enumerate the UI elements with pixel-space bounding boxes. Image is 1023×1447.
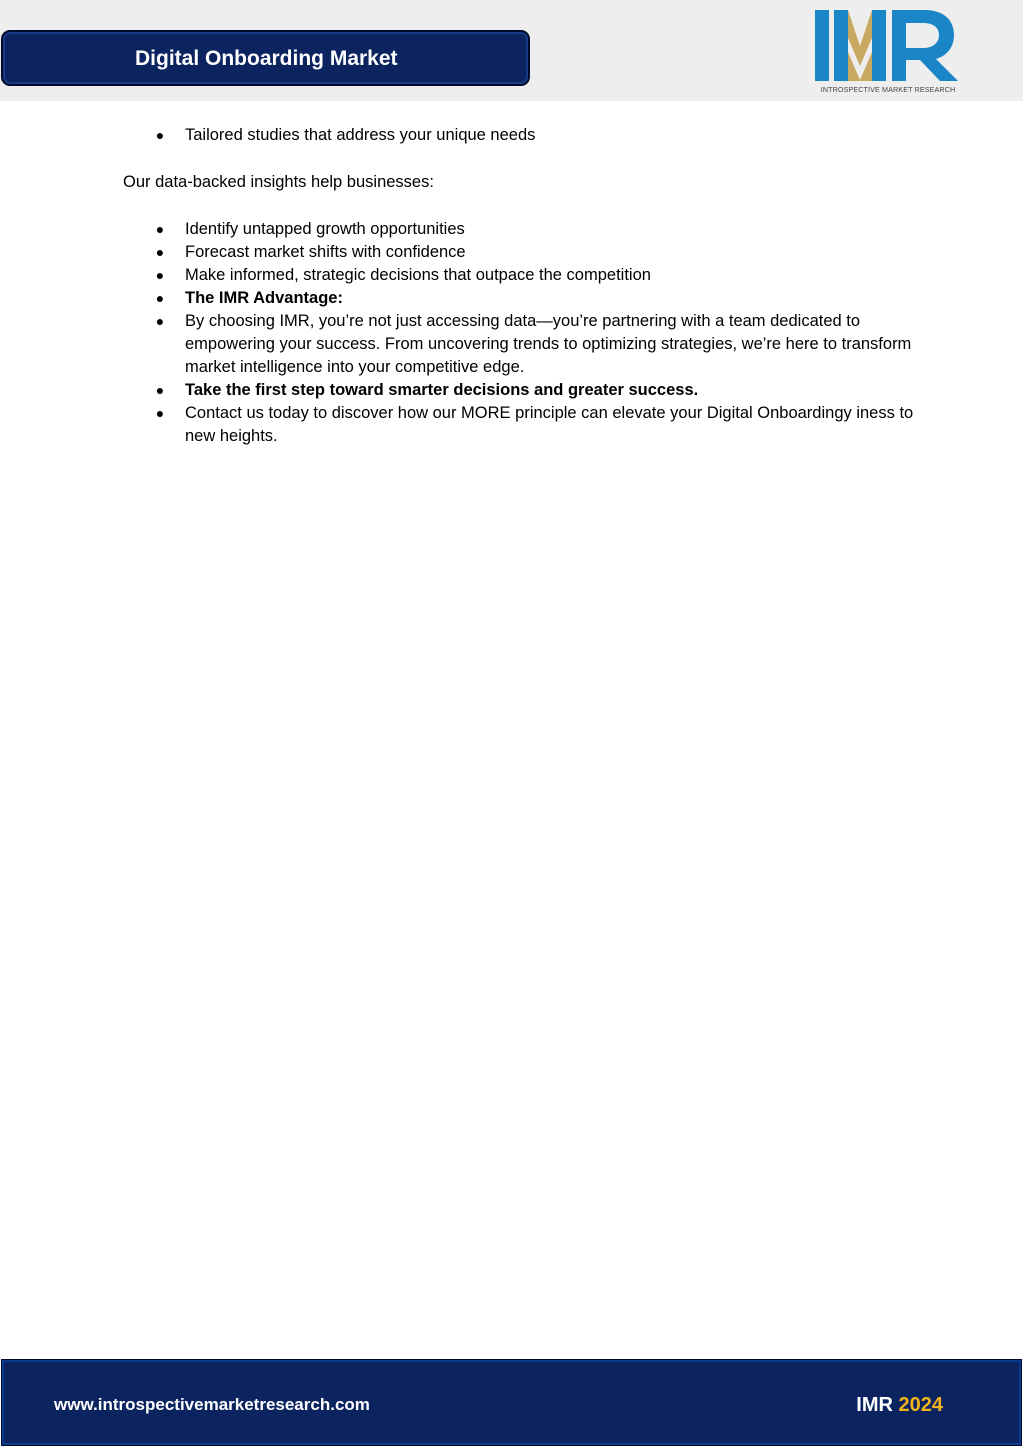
list-item [0, 218, 915, 241]
list-item-text: By choosing IMR, you’re not just accessing data—you’re partnering with a team dedicated to empowering your success. From uncovering trends to optimizing strategies, we’re here to transform market intelligence into your competitive edge. [185, 312, 912, 376]
list-item [0, 287, 915, 310]
list-item [0, 264, 915, 287]
list-item [0, 310, 915, 379]
list-item-text: Identify untapped growth opportunities [185, 220, 465, 238]
list-item-text: Tailored studies that address your unique needs [185, 126, 536, 144]
list-item-text: Make informed, strategic decisions that outpace the competition [185, 266, 651, 284]
bullet-icon: ● [155, 221, 165, 237]
title-banner [1, 30, 530, 86]
imr-logo [812, 8, 962, 96]
list-item-text: Contact us today to discover how our MORE principle can elevate your Digital Onboardingy iness to new heights. [185, 404, 914, 445]
intro-paragraph: Our data-backed insights help businesses: [123, 173, 434, 191]
top-bullet-list [0, 124, 915, 147]
bullet-icon: ● [155, 405, 165, 421]
footer-bar [2, 1360, 1021, 1445]
list-item-text: Take the first step toward smarter decisions and greater success. [185, 381, 699, 399]
list-item [0, 241, 915, 264]
footer-brand [856, 1393, 943, 1417]
bullet-icon: ● [155, 382, 165, 398]
bullet-icon: ● [155, 313, 165, 329]
bullet-icon: ● [155, 127, 165, 143]
imr-logo-icon [812, 8, 962, 88]
list-item [0, 124, 915, 147]
main-bullet-list [0, 218, 915, 448]
list-item [0, 402, 915, 448]
list-item-text: Forecast market shifts with confidence [185, 243, 466, 261]
footer-brand-name: IMR [856, 1394, 893, 1416]
page-title: Digital Onboarding Market [135, 47, 398, 70]
footer-year: 2024 [898, 1394, 943, 1416]
logo-caption: INTROSPECTIVE MARKET RESEARCH [820, 85, 956, 94]
bullet-icon: ● [155, 267, 165, 283]
bullet-icon: ● [155, 290, 165, 306]
list-item-text: The IMR Advantage: [185, 289, 343, 307]
bullet-icon: ● [155, 244, 165, 260]
footer-website-link[interactable]: www.introspectivemarketresearch.com [54, 1395, 370, 1414]
list-item [0, 379, 915, 402]
